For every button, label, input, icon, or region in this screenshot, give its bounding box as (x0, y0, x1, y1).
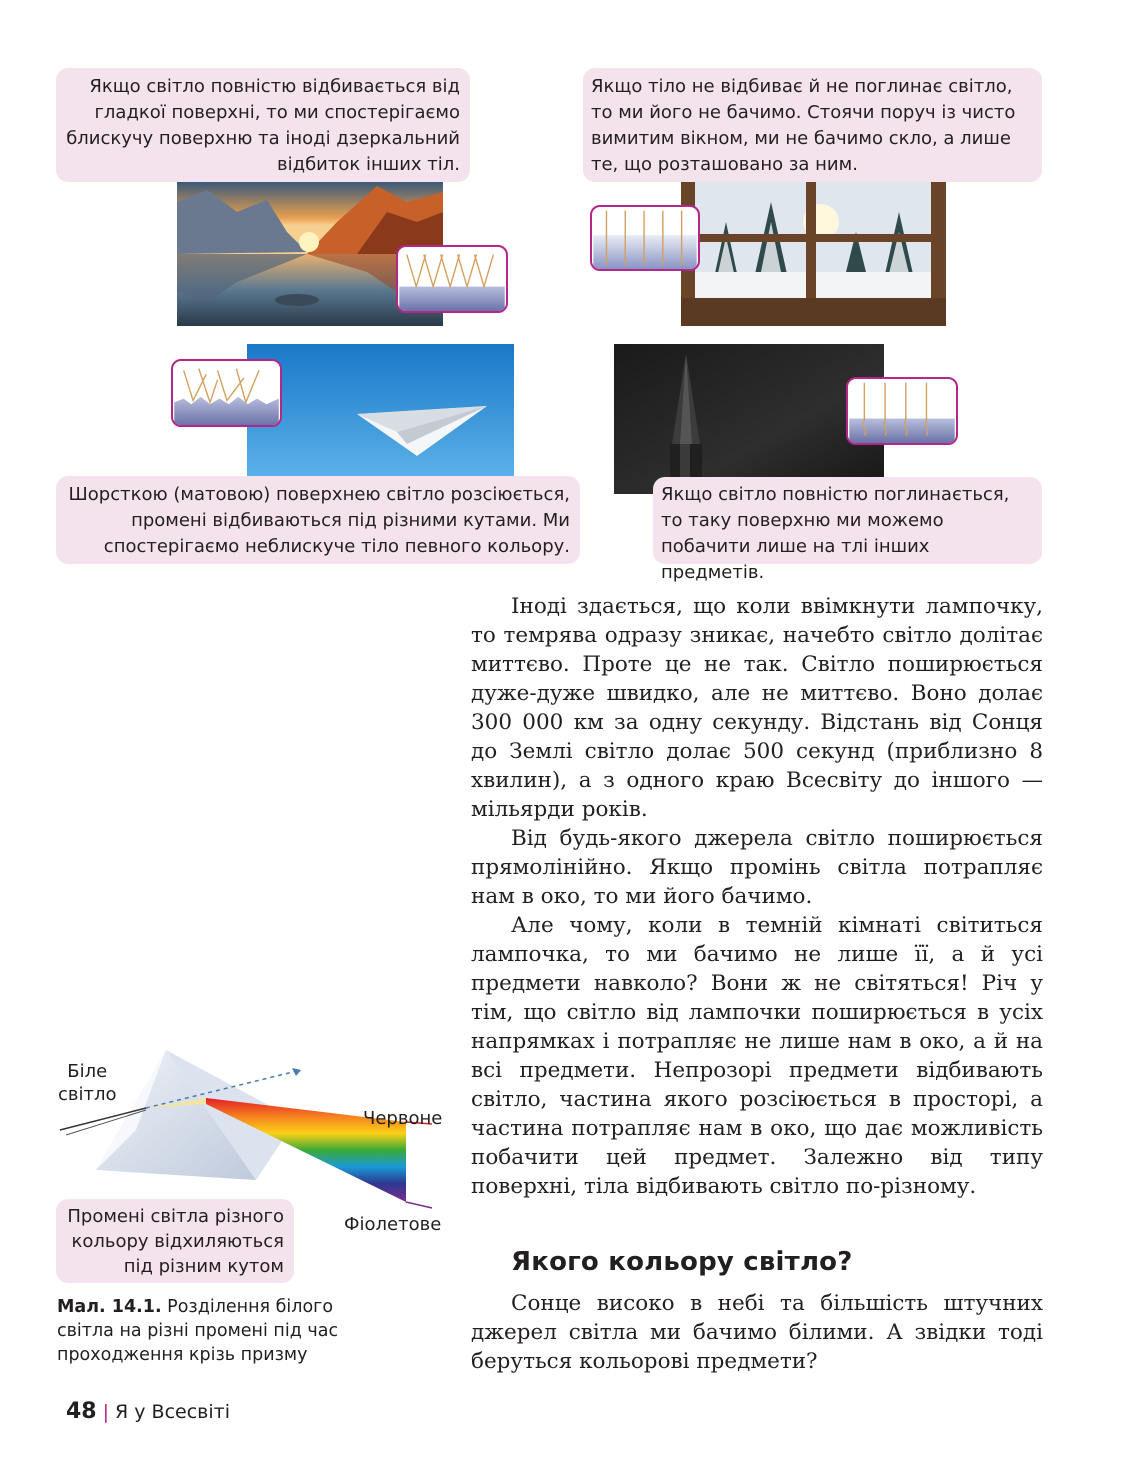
section-heading: Якого кольору світло? (511, 1247, 853, 1277)
callout-smooth-surface (56, 68, 470, 182)
smooth-reflection-inset (396, 245, 508, 313)
footer-separator: | (102, 1401, 110, 1423)
paragraph-light-color: Сонце високо в небі та більшість штучних джерел світла ми бачимо білими. А звідки тоді беруться кольорові предмети? (471, 1291, 1043, 1374)
body-text-block-1 (471, 592, 1043, 1201)
transparent-inset (590, 205, 700, 271)
rough-scatter-inset (171, 359, 282, 427)
prism-note-line2: кольору відхиляються (71, 1231, 284, 1252)
figure-caption-text: Розділення білого світла на різні промені під час проходження крізь призму (57, 1297, 339, 1365)
paper-plane-photo (247, 344, 514, 476)
paragraph-light-speed: Іноді здається, що коли ввімкнути лампочку, то темрява одразу зникає, начебто світло долітає миттєво. Проте це не так. Світло поширюється дуже-дуже швидко, але не миттєво. Воно долає 300 000 км за одну секунду. Відстань від Сонця до Землі світло долає 500 секунд (приблизно 8 хвилин), а з одного краю Всесвіту до іншого — мільярди років. (471, 594, 1043, 822)
white-light-label-line2: світло (58, 1084, 117, 1105)
callout-absorb-text: Якщо світло повністю поглинається, то таку поверхню ми можемо побачити лише на тлі інших предметів. (661, 484, 1010, 583)
callout-transparent-body (583, 68, 1042, 182)
white-light-label (58, 1060, 117, 1106)
prism-note (56, 1199, 294, 1283)
page-footer (66, 1399, 230, 1424)
prism-note-line3: під різним кутом (123, 1256, 284, 1277)
callout-smooth-text: Якщо світло повністю відбивається від гладкої поверхні, то ми спостерігаємо блискучу поверхню та іноді дзеркальний відбиток інших тіл. (66, 76, 460, 175)
page-number: 48 (66, 1399, 97, 1424)
callout-transparent-text: Якщо тіло не відбиває й не поглинає світло, то ми його не бачимо. Стоячи поруч із чисто вимитим вікном, ми не бачимо скло, а лише те, що розташовано за ним. (591, 76, 1016, 175)
red-light-label: Червоне (363, 1108, 443, 1129)
callout-rough-text: Шорсткою (матовою) поверхнею світло розсіюється, промені відбиваються під різними кутами. Ми спостерігаємо неблискуче тіло певного кольору. (68, 484, 570, 557)
white-light-label-line1: Біле (67, 1061, 108, 1082)
figure-caption (57, 1295, 377, 1367)
book-title: Я у Всесвіті (115, 1401, 230, 1423)
figure-caption-label: Мал. 14.1. (57, 1297, 162, 1317)
black-pencil-photo (614, 344, 884, 494)
winter-window-photo (681, 182, 946, 326)
prism-note-line1: Промені світла різного (67, 1206, 284, 1227)
body-text-block-2 (471, 1289, 1043, 1376)
paragraph-straight-line: Від будь-якого джерела світло поширюється прямолінійно. Якщо промінь світла потрапляє нам в око, то ми його бачимо. (471, 826, 1043, 909)
callout-rough-surface (56, 476, 580, 564)
paragraph-reflection: Але чому, коли в темній кімнаті світиться лампочка, то ми бачимо не лише її, а й усі предмети навколо? Вони ж не світяться! Річ у тім, що світло від лампочки поширюється в усіх напрямках і потрапляє не лише нам в око, а й на всі предмети. Непрозорі предмети відбивають світло, частина якого розсіюється в просторі, а частина потрапляє нам в око, що дає можливість побачити цей предмет. Залежно від типу поверхні, тіла відбивають світло по-різному. (471, 913, 1043, 1199)
absorb-inset (846, 377, 958, 445)
violet-light-label: Фіолетове (344, 1214, 442, 1235)
callout-absorb (653, 477, 1042, 583)
